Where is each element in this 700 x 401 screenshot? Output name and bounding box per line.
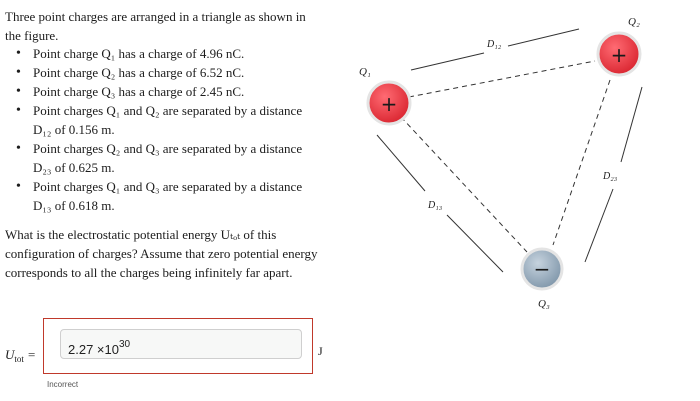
d12-dimension-line-left (411, 53, 484, 70)
answer-value (68, 339, 130, 357)
bullet-q3-charge: • Point charge Q₃ has a charge of 2.45 nC. (14, 82, 314, 101)
q1-sign: + (380, 92, 398, 116)
q3-sign: − (533, 257, 551, 281)
answer-label-equals: = (27, 347, 36, 362)
bullet-d12-distance: • Point charges Q₁ and Q₂ are separated by a distance D₁₂ of 0.156 m. (14, 101, 314, 139)
q2-label: Q₂ (628, 16, 640, 28)
d23-dimension-line-top (621, 87, 642, 162)
answer-label (5, 347, 36, 364)
answer-unit: J (318, 344, 323, 358)
dashed-line-q1-q2 (409, 61, 595, 97)
status-incorrect: Incorrect (47, 380, 79, 389)
answer-label-subscript: tot (14, 354, 24, 364)
answer-exponent: 30 (118, 339, 131, 350)
d12-label: D₁₂ (487, 39, 502, 50)
answer-label-symbol: U (5, 347, 15, 362)
question-text: What is the electrostatic potential energy Uₜₒₜ of this configuration of charges? Assume that zero potential energy corresponds to all the charges being infinitely far apart. (5, 227, 318, 280)
bullet-q2-charge: • Point charge Q₂ has a charge of 6.52 nC. (14, 63, 314, 82)
problem-intro: Three point charges are arranged in a triangle as shown in the figure. (5, 9, 306, 43)
bullet-q1-charge: • Point charge Q₁ has a charge of 4.96 nC. (14, 44, 314, 63)
d13-dimension-line-bottom (447, 215, 503, 272)
q3-label: Q₃ (538, 298, 550, 310)
d13-label: D₁₃ (428, 200, 443, 211)
d23-dimension-line-bottom (585, 189, 613, 262)
bullet-d23-distance: • Point charges Q₂ and Q₃ are separated by a distance D₂₃ of 0.625 m. (14, 139, 314, 177)
q1-label: Q₁ (359, 66, 371, 78)
d23-label: D₂₃ (603, 171, 618, 182)
answer-mantissa: 2.27 ×10 (68, 342, 119, 357)
q2-sign: + (610, 43, 628, 67)
d13-dimension-line-top (377, 135, 425, 191)
bullet-d13-distance: • Point charges Q₁ and Q₃ are separated by a distance D₁₃ of 0.618 m. (14, 177, 314, 215)
charge-triangle-figure (330, 0, 700, 401)
given-values-list (14, 44, 314, 215)
d12-dimension-line-right (508, 29, 579, 46)
